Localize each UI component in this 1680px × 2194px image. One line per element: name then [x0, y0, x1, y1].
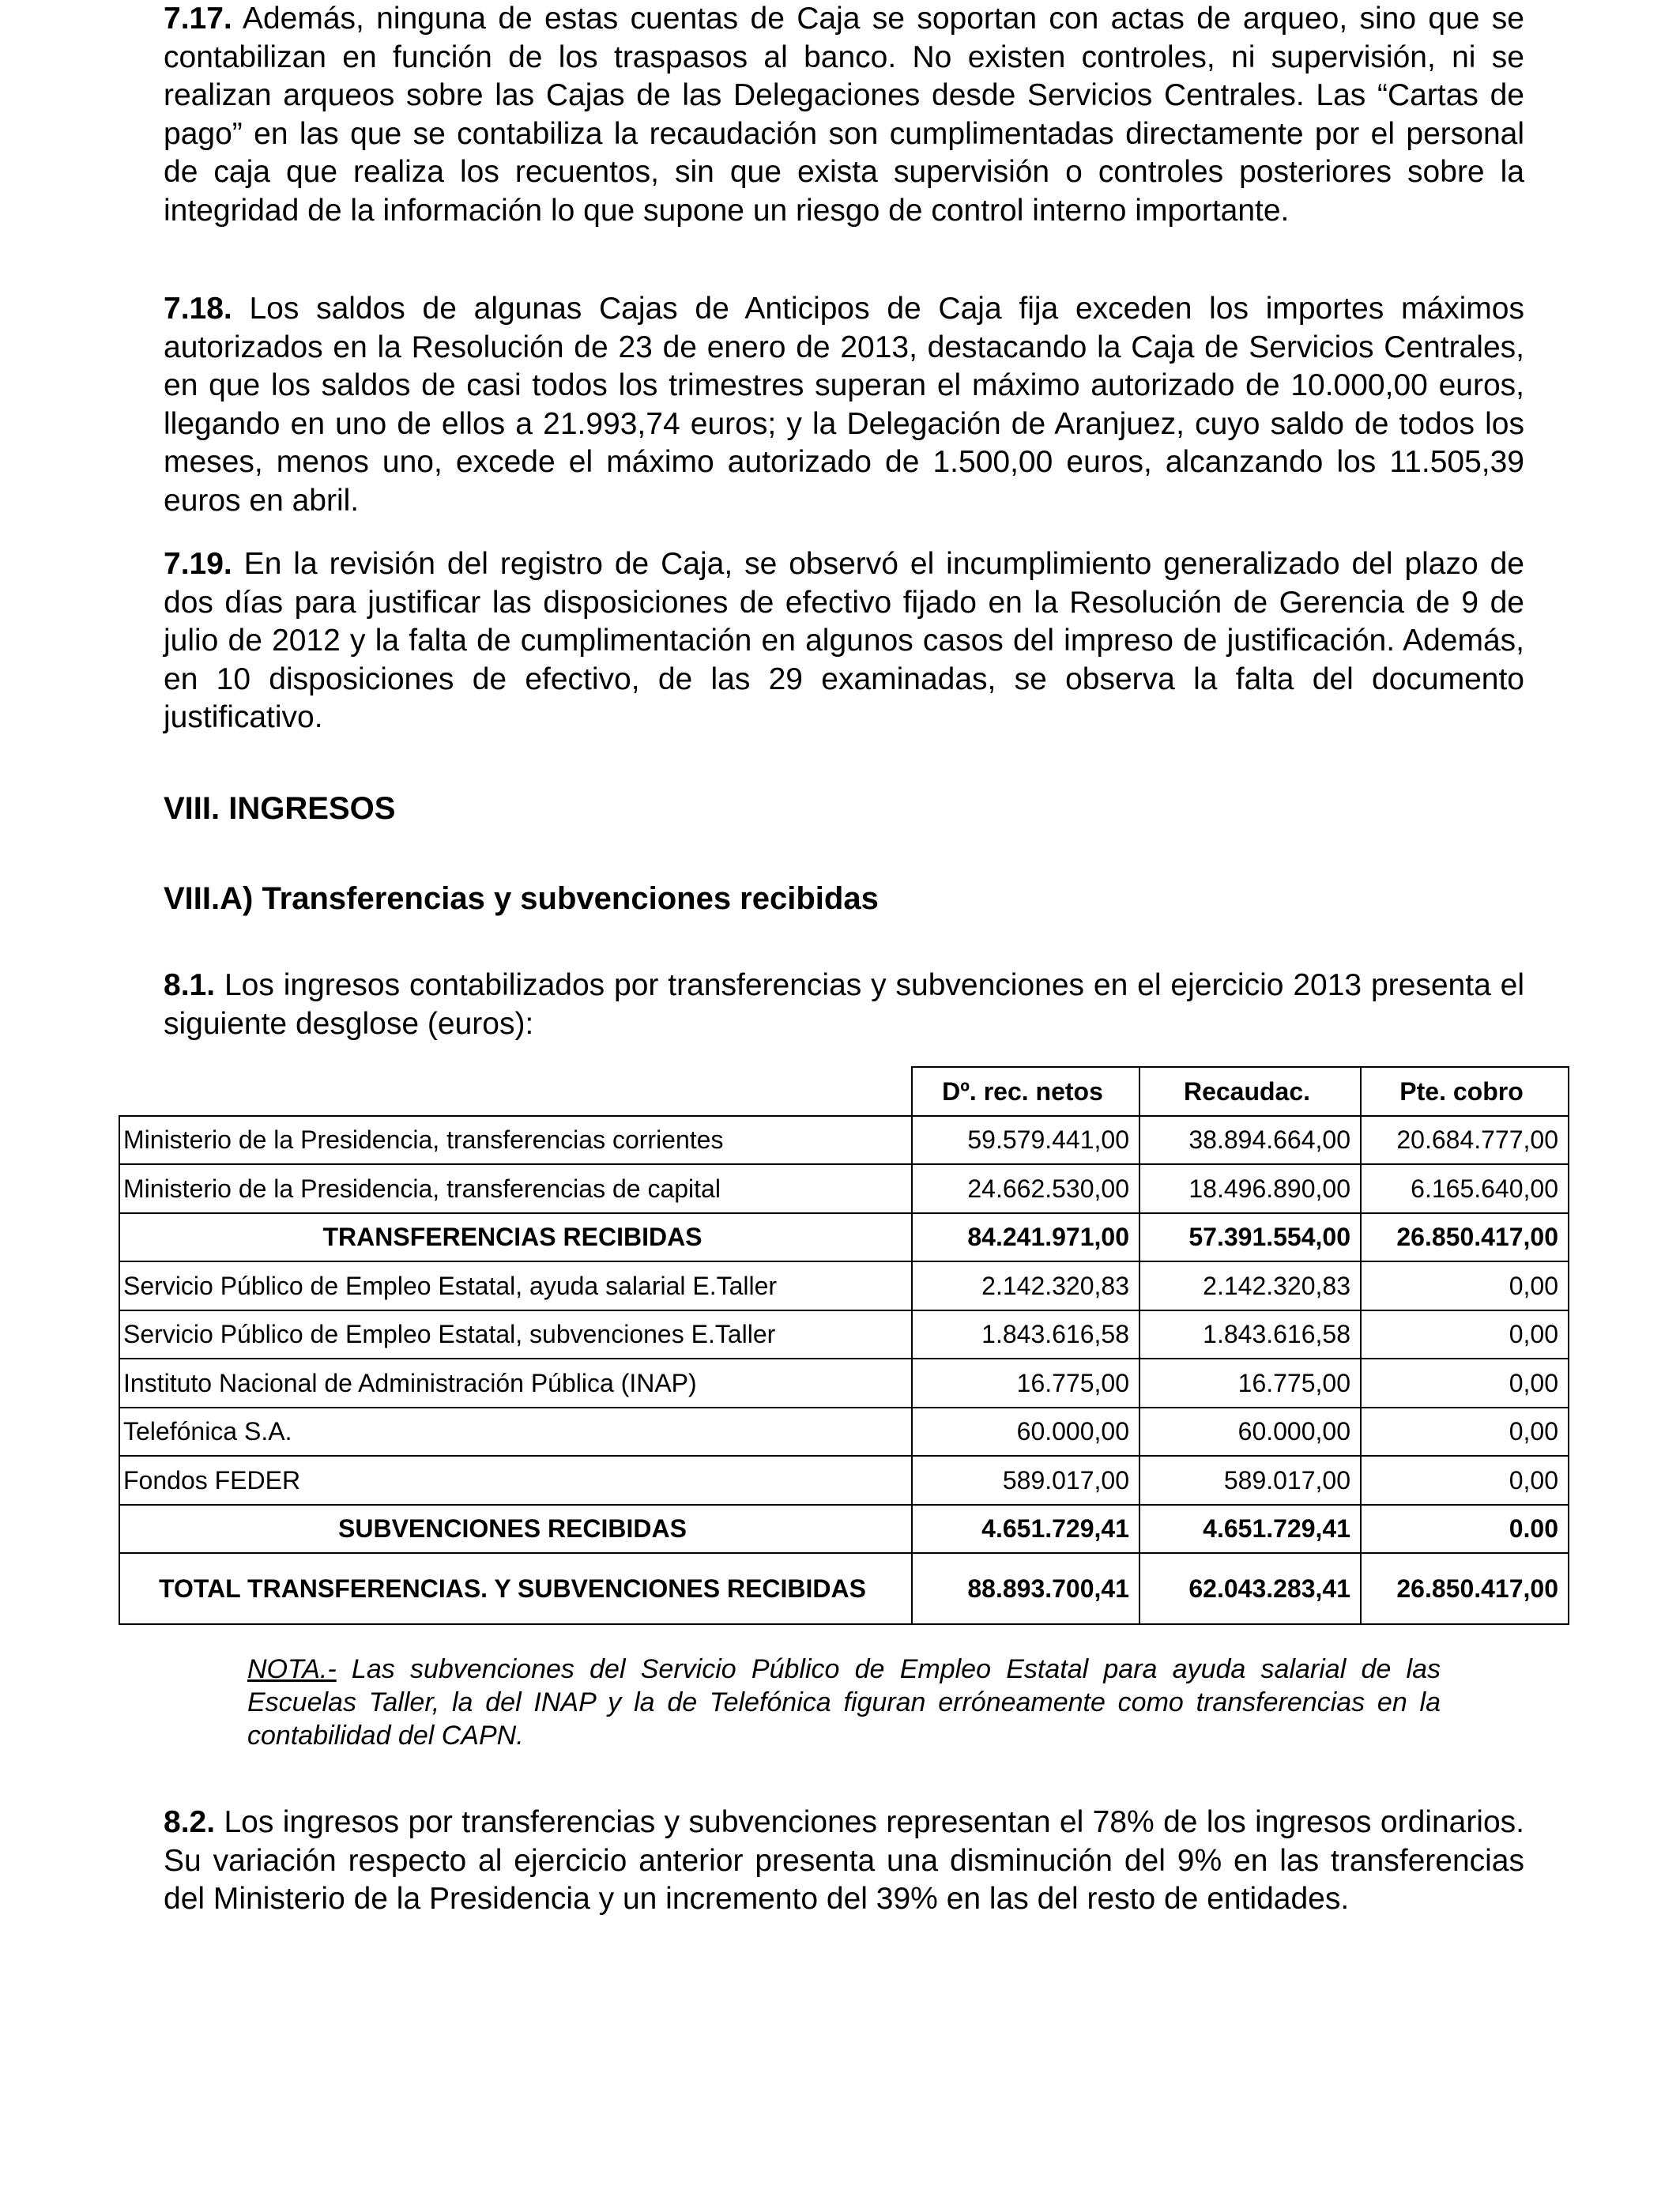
cell-value: 4.651.729,41	[912, 1505, 1139, 1554]
paragraph-number: 7.19.	[164, 547, 232, 581]
paragraph-number: 7.17.	[164, 2, 232, 36]
cell-value: 0,00	[1361, 1456, 1569, 1505]
row-label: Servicio Público de Empleo Estatal, ayuda salarial E.Taller	[119, 1261, 912, 1310]
table-row	[119, 1456, 1569, 1505]
cell-value: 16.775,00	[912, 1359, 1139, 1408]
paragraph-7-18	[164, 290, 1524, 520]
cell-value: 24.662.530,00	[912, 1164, 1139, 1213]
row-label: Fondos FEDER	[119, 1456, 912, 1505]
cell-value: 26.850.417,00	[1361, 1213, 1569, 1262]
paragraph-number: 8.1.	[164, 968, 216, 1002]
table-row	[119, 1359, 1569, 1408]
cell-value: 38.894.664,00	[1139, 1116, 1361, 1165]
cell-value: 0,00	[1361, 1359, 1569, 1408]
table-header-cell: Pte. cobro	[1361, 1067, 1569, 1116]
cell-value: 20.684.777,00	[1361, 1116, 1569, 1165]
section-heading: VIII. INGRESOS	[164, 791, 396, 826]
table-row	[119, 1310, 1569, 1359]
cell-value: 88.893.700,41	[912, 1553, 1139, 1624]
cell-value: 0,00	[1361, 1408, 1569, 1457]
cell-value: 1.843.616,58	[1139, 1310, 1361, 1359]
table-header-cell: Dº. rec. netos	[912, 1067, 1139, 1116]
subsection-heading: VIII.A) Transferencias y subvenciones recibidas	[164, 881, 879, 916]
cell-value: 0,00	[1361, 1261, 1569, 1310]
paragraph-number: 8.2.	[164, 1805, 216, 1839]
table-row	[119, 1116, 1569, 1165]
cell-value: 59.579.441,00	[912, 1116, 1139, 1165]
row-label: Servicio Público de Empleo Estatal, subvenciones E.Taller	[119, 1310, 912, 1359]
cell-value: 1.843.616,58	[912, 1310, 1139, 1359]
paragraph-number: 7.18.	[164, 292, 232, 326]
cell-value: 4.651.729,41	[1139, 1505, 1361, 1554]
table-note	[247, 1653, 1441, 1752]
cell-value: 2.142.320,83	[1139, 1261, 1361, 1310]
paragraph-text: Además, ninguna de estas cuentas de Caja se soportan con actas de arqueo, sino que se contabilizan en función de los traspasos al banco. No existen controles, ni supervisión, ni se realizan arqueos sobre las Cajas de las Delegaciones desde Servicios Centrales. Las “Cartas de pago” en las que se contabiliza la recaudación son cumplimentadas directamente por el personal de caja que realiza los recuentos, sin que exista supervisión o controles posteriores sobre la integridad de la información lo que supone un riesgo de control interno importante.	[164, 2, 1524, 228]
note-label: NOTA.-	[247, 1654, 337, 1684]
cell-value: 16.775,00	[1139, 1359, 1361, 1408]
paragraph-8-2	[164, 1804, 1524, 1919]
paragraph-text: Los saldos de algunas Cajas de Anticipos de Caja fija exceden los importes máximos autorizados en la Resolución de 23 de enero de 2013, destacando la Caja de Servicios Centrales, en que los saldos de casi todos los trimestres superan el máximo autorizado de 10.000,00 euros, llegando en uno de ellos a 21.993,74 euros; y la Delegación de Aranjuez, cuyo saldo de todos los meses, menos uno, excede el máximo autorizado de 1.500,00 euros, alcanzando los 11.505,39 euros en abril.	[164, 292, 1524, 518]
paragraph-text: Los ingresos contabilizados por transferencias y subvenciones en el ejercicio 2013 presenta el siguiente desglose (euros):	[164, 968, 1524, 1041]
cell-value: 60.000,00	[912, 1408, 1139, 1457]
cell-value: 62.043.283,41	[1139, 1553, 1361, 1624]
table-header-cell: Recaudac.	[1139, 1067, 1361, 1116]
cell-value: 0,00	[1361, 1310, 1569, 1359]
table-row	[119, 1261, 1569, 1310]
cell-value: 18.496.890,00	[1139, 1164, 1361, 1213]
table-subtotal-row	[119, 1505, 1569, 1554]
income-breakdown-table	[119, 1066, 1569, 1625]
cell-value: 589.017,00	[912, 1456, 1139, 1505]
cell-value: 589.017,00	[1139, 1456, 1361, 1505]
row-label: Instituto Nacional de Administración Pública (INAP)	[119, 1359, 912, 1408]
cell-value: 57.391.554,00	[1139, 1213, 1361, 1262]
cell-value: 6.165.640,00	[1361, 1164, 1569, 1213]
table-header-row	[119, 1067, 1569, 1116]
cell-value: 60.000,00	[1139, 1408, 1361, 1457]
cell-value: 0.00	[1361, 1505, 1569, 1554]
row-label: Ministerio de la Presidencia, transferencias corrientes	[119, 1116, 912, 1165]
paragraph-8-1	[164, 967, 1524, 1043]
row-label: Telefónica S.A.	[119, 1408, 912, 1457]
cell-value: 84.241.971,00	[912, 1213, 1139, 1262]
note-text: Las subvenciones del Servicio Público de Empleo Estatal para ayuda salarial de las Escuelas Taller, la del INAP y la de Telefónica figuran erróneamente como transferencias en la contabilidad del CAPN.	[247, 1654, 1441, 1751]
table-subtotal-row	[119, 1213, 1569, 1262]
table-row	[119, 1408, 1569, 1457]
paragraph-7-19	[164, 545, 1524, 737]
cell-value: 2.142.320,83	[912, 1261, 1139, 1310]
paragraph-7-17	[164, 0, 1524, 230]
row-label: TRANSFERENCIAS RECIBIDAS	[119, 1213, 912, 1262]
cell-value: 26.850.417,00	[1361, 1553, 1569, 1624]
table-row	[119, 1164, 1569, 1213]
row-label: TOTAL TRANSFERENCIAS. Y SUBVENCIONES RECIBIDAS	[119, 1553, 912, 1624]
paragraph-text: Los ingresos por transferencias y subvenciones representan el 78% de los ingresos ordinarios. Su variación respecto al ejercicio anterior presenta una disminución del 9% en las transferencias del Ministerio de la Presidencia y un incremento del 39% en las del resto de entidades.	[164, 1805, 1524, 1916]
table-total-row	[119, 1553, 1569, 1624]
row-label: Ministerio de la Presidencia, transferencias de capital	[119, 1164, 912, 1213]
table-header-blank	[119, 1067, 912, 1116]
row-label: SUBVENCIONES RECIBIDAS	[119, 1505, 912, 1554]
paragraph-text: En la revisión del registro de Caja, se observó el incumplimiento generalizado del plazo de dos días para justificar las disposiciones de efectivo fijado en la Resolución de Gerencia de 9 de julio de 2012 y la falta de cumplimentación en algunos casos del impreso de justificación. Además, en 10 disposiciones de efectivo, de las 29 examinadas, se observa la falta del documento justificativo.	[164, 547, 1524, 734]
